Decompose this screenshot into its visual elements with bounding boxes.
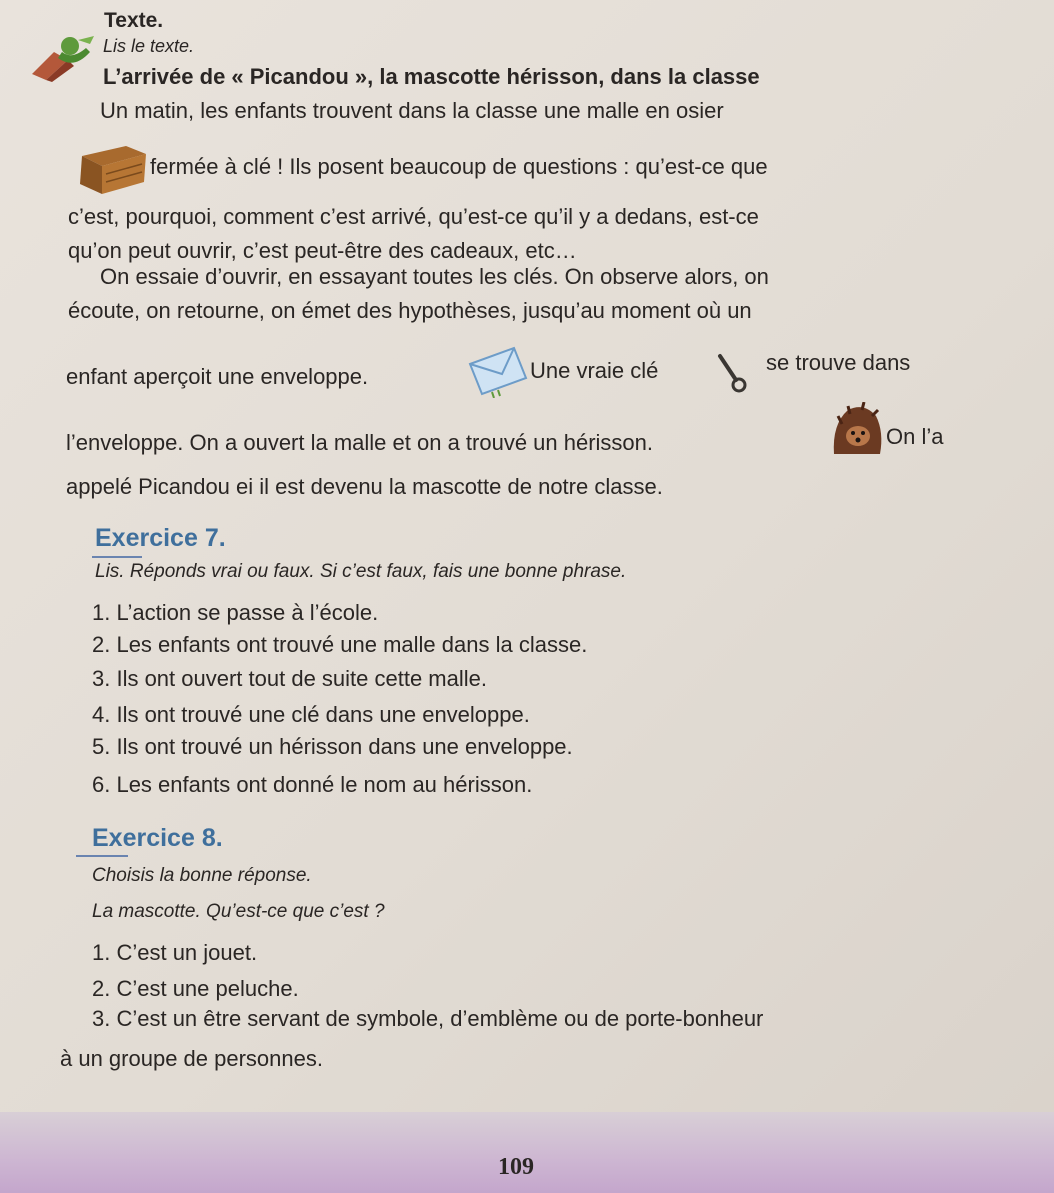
story-line: qu’on peut ouvrir, c’est peut-être des cadeaux, etc… — [68, 238, 577, 263]
exercise-7-item: 3. Ils ont ouvert tout de suite cette malle. — [92, 666, 487, 691]
exercise-7-underline — [92, 556, 142, 558]
exercise-8-underline — [76, 855, 128, 857]
story-line: c’est, pourquoi, comment c’est arrivé, qu’est-ce qu’il y a dedans, est-ce — [68, 204, 759, 229]
exercise-8-item: à un groupe de personnes. — [60, 1046, 323, 1071]
story-line: l’enveloppe. On a ouvert la malle et on a trouvé un hérisson. — [66, 430, 654, 455]
exercise-8-item: 2. C’est une peluche. — [92, 976, 299, 1001]
exercise-8-instruction: Choisis la bonne réponse. — [92, 865, 312, 886]
exercise-8-item: 3. C’est un être servant de symbole, d’emblème ou de porte-bonheur — [92, 1006, 764, 1031]
story-line: fermée à clé ! Ils posent beaucoup de questions : qu’est-ce que — [150, 154, 768, 179]
story-line: se trouve dans — [766, 350, 911, 375]
exercise-8-title: Exercice 8. — [92, 824, 223, 852]
exercise-7-item: 5. Ils ont trouvé un hérisson dans une enveloppe. — [92, 734, 573, 759]
exercise-7-instruction: Lis. Réponds vrai ou faux. Si c’est faux, fais une bonne phrase. — [95, 561, 627, 582]
book-reading-icon — [28, 30, 98, 82]
story-line: On l’a — [886, 424, 944, 449]
story-title: L’arrivée de « Picandou », la mascotte hérisson, dans la classe — [103, 64, 760, 89]
wicker-trunk-icon — [76, 140, 148, 196]
exercise-8-question: La mascotte. Qu’est-ce que c’est ? — [92, 901, 385, 922]
key-icon — [714, 352, 754, 394]
exercise-7-title: Exercice 7. — [95, 524, 226, 552]
section-title: Texte. — [104, 9, 164, 32]
hedgehog-icon — [828, 402, 884, 458]
exercise-7-item: 6. Les enfants ont donné le nom au hérisson. — [92, 772, 533, 797]
story-line: enfant aperçoit une enveloppe. — [66, 364, 369, 389]
story-line: On essaie d’ouvrir, en essayant toutes les clés. On observe alors, on — [100, 264, 769, 289]
envelope-icon — [466, 342, 530, 398]
exercise-7-item: 2. Les enfants ont trouvé une malle dans la classe. — [92, 632, 588, 657]
page-bottom-band — [0, 1112, 1054, 1193]
story-line: Un matin, les enfants trouvent dans la classe une malle en osier — [100, 98, 724, 123]
exercise-8-item: 1. C’est un jouet. — [92, 940, 258, 965]
story-line: Une vraie clé — [530, 358, 659, 383]
story-line: appelé Picandou ei il est devenu la mascotte de notre classe. — [66, 474, 663, 499]
section-instruction: Lis le texte. — [103, 36, 195, 56]
exercise-7-item: 1. L’action se passe à l’école. — [92, 600, 379, 625]
page-number: 109 — [498, 1154, 534, 1180]
story-line: écoute, on retourne, on émet des hypothèses, jusqu’au moment où un — [68, 298, 752, 323]
exercise-7-item: 4. Ils ont trouvé une clé dans une enveloppe. — [92, 702, 530, 727]
